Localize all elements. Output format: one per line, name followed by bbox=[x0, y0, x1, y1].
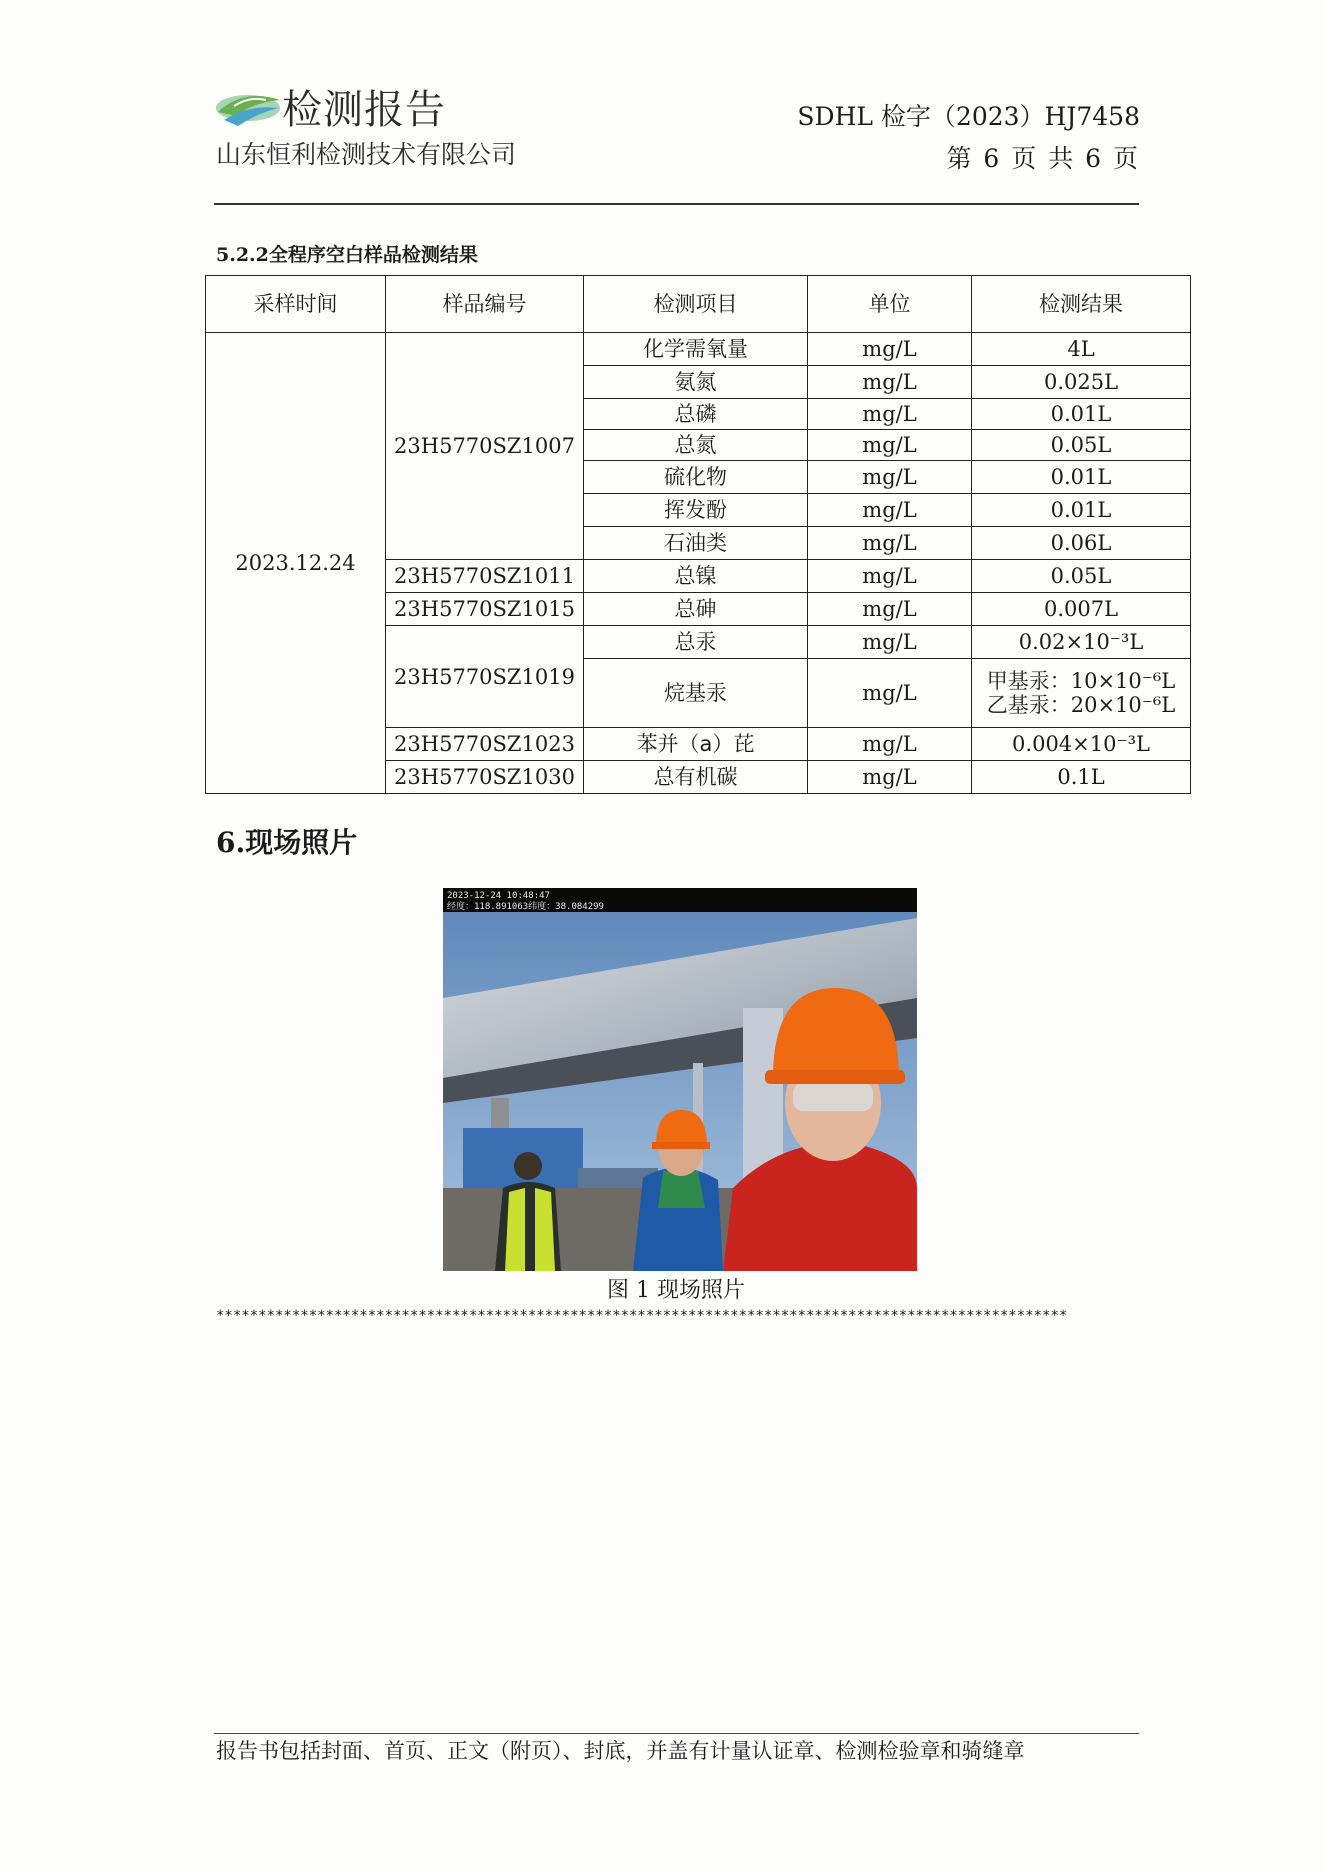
result-cell: 4L bbox=[972, 333, 1191, 366]
result-label: 乙基汞： bbox=[986, 693, 1071, 717]
test-item-cell: 挥发酚 bbox=[584, 494, 808, 527]
unit-cell: mg/L bbox=[808, 461, 972, 494]
company-logo-icon bbox=[214, 86, 284, 132]
unit-cell: mg/L bbox=[808, 333, 972, 366]
test-item-cell: 化学需氧量 bbox=[584, 333, 808, 366]
unit-cell: mg/L bbox=[808, 593, 972, 626]
result-cell: 0.02×10⁻³L bbox=[972, 626, 1191, 659]
result-line bbox=[976, 693, 1186, 717]
result-cell: 0.1L bbox=[972, 761, 1191, 794]
test-item-cell: 总氮 bbox=[584, 430, 808, 461]
test-item-cell: 苯并（a）芘 bbox=[584, 728, 808, 761]
header-divider bbox=[214, 203, 1139, 205]
column-header: 单位 bbox=[808, 276, 972, 333]
unit-cell: mg/L bbox=[808, 494, 972, 527]
unit-cell: mg/L bbox=[808, 761, 972, 794]
result-label: 甲基汞： bbox=[986, 669, 1071, 693]
result-cell bbox=[972, 659, 1191, 728]
sampling-time-cell: 2023.12.24 bbox=[206, 333, 386, 794]
section-title: 6.现场照片 bbox=[216, 826, 358, 859]
sample-id-cell: 23H5770SZ1030 bbox=[386, 761, 584, 794]
result-line bbox=[976, 669, 1186, 693]
unit-cell: mg/L bbox=[808, 659, 972, 728]
result-cell: 0.05L bbox=[972, 430, 1191, 461]
test-item-cell: 总砷 bbox=[584, 593, 808, 626]
unit-cell: mg/L bbox=[808, 399, 972, 430]
results-table bbox=[205, 275, 1191, 794]
test-item-cell: 总有机碳 bbox=[584, 761, 808, 794]
result-value: 10×10⁻⁶L bbox=[1070, 669, 1176, 693]
unit-cell: mg/L bbox=[808, 560, 972, 593]
test-item-cell: 石油类 bbox=[584, 527, 808, 560]
photo-coordinates: 经度：118.891063纬度：38.084299 bbox=[447, 902, 604, 912]
table-header-row bbox=[206, 276, 1191, 333]
sample-id-cell: 23H5770SZ1023 bbox=[386, 728, 584, 761]
unit-cell: mg/L bbox=[808, 366, 972, 399]
test-item-cell: 硫化物 bbox=[584, 461, 808, 494]
section-title: 5.2.2全程序空白样品检测结果 bbox=[216, 244, 478, 266]
end-separator: ***************************************************************************************************** bbox=[216, 1308, 1068, 1324]
result-cell: 0.01L bbox=[972, 494, 1191, 527]
report-number: SDHL 检字（2023）HJ7458 bbox=[797, 102, 1140, 131]
unit-cell: mg/L bbox=[808, 626, 972, 659]
result-cell: 0.06L bbox=[972, 527, 1191, 560]
result-cell: 0.05L bbox=[972, 560, 1191, 593]
sample-id-cell: 23H5770SZ1019 bbox=[386, 626, 584, 728]
column-header: 检测项目 bbox=[584, 276, 808, 333]
result-cell: 0.01L bbox=[972, 399, 1191, 430]
column-header: 检测结果 bbox=[972, 276, 1191, 333]
footer-note: 报告书包括封面、首页、正文（附页）、封底，并盖有计量认证章、检测检验章和骑缝章 bbox=[216, 1739, 1025, 1763]
unit-cell: mg/L bbox=[808, 527, 972, 560]
test-item-cell: 烷基汞 bbox=[584, 659, 808, 728]
test-item-cell: 氨氮 bbox=[584, 366, 808, 399]
test-item-cell: 总磷 bbox=[584, 399, 808, 430]
page-indicator: 第 6 页 共 6 页 bbox=[946, 144, 1140, 173]
test-item-cell: 总汞 bbox=[584, 626, 808, 659]
test-item-cell: 总镍 bbox=[584, 560, 808, 593]
result-cell: 0.004×10⁻³L bbox=[972, 728, 1191, 761]
result-cell: 0.01L bbox=[972, 461, 1191, 494]
photo-caption: 图 1 现场照片 bbox=[607, 1278, 745, 1303]
sample-id-cell: 23H5770SZ1007 bbox=[386, 333, 584, 560]
photo-timestamp: 2023-12-24 10:48:47 bbox=[447, 891, 550, 901]
column-header: 采样时间 bbox=[206, 276, 386, 333]
company-name: 山东恒利检测技术有限公司 bbox=[216, 140, 517, 169]
result-cell: 0.007L bbox=[972, 593, 1191, 626]
unit-cell: mg/L bbox=[808, 430, 972, 461]
site-photo bbox=[443, 888, 917, 1271]
table-row bbox=[206, 333, 1191, 366]
sample-id-cell: 23H5770SZ1015 bbox=[386, 593, 584, 626]
sample-id-cell: 23H5770SZ1011 bbox=[386, 560, 584, 593]
unit-cell: mg/L bbox=[808, 728, 972, 761]
result-value: 20×10⁻⁶L bbox=[1070, 693, 1176, 717]
footer-divider bbox=[214, 1733, 1139, 1734]
column-header: 样品编号 bbox=[386, 276, 584, 333]
result-cell: 0.025L bbox=[972, 366, 1191, 399]
report-title: 检测报告 bbox=[282, 87, 446, 133]
